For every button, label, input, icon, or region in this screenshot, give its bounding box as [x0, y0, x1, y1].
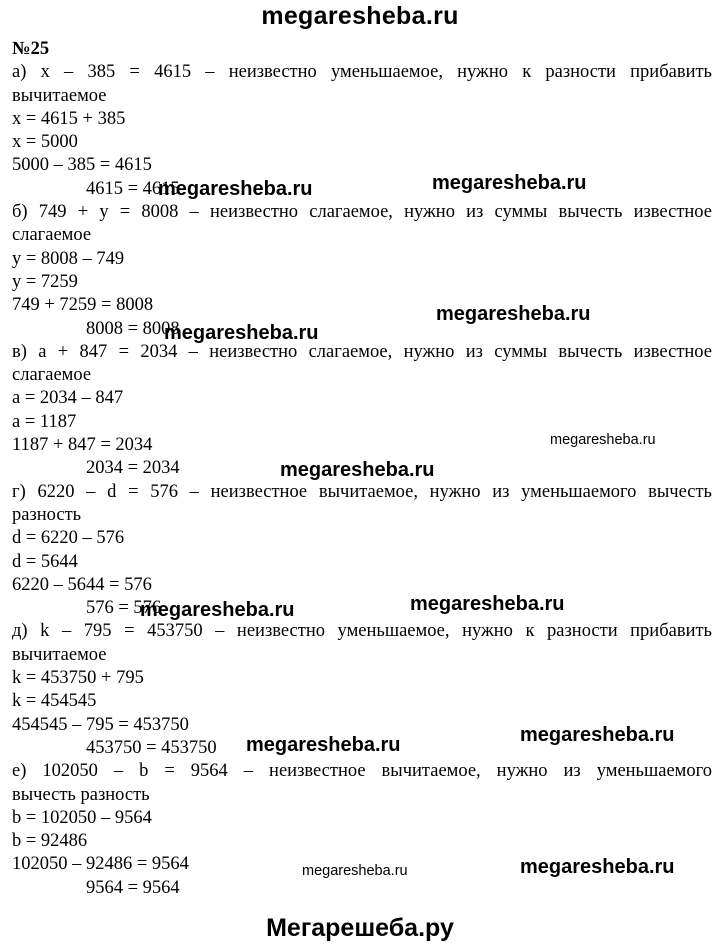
watermark: megaresheba.ru — [410, 593, 565, 615]
watermark: megaresheba.ru — [520, 724, 675, 746]
part-b-check: 8008 = 8008 — [86, 318, 180, 339]
watermark: megaresheba.ru — [246, 734, 401, 756]
watermark: megaresheba.ru — [302, 863, 408, 879]
part-b-step: y = 7259 — [12, 271, 78, 292]
part-d-step: k = 454545 — [12, 691, 97, 712]
part-a-check: 4615 = 4615 — [86, 178, 180, 199]
watermark: megaresheba.ru — [436, 303, 591, 325]
part-g-statement: г) 6220 – d = 576 – неизвестное вычитаемое, нужно из уменьшаемого вычесть — [12, 481, 712, 502]
part-a-statement-cont: вычитаемое — [12, 85, 107, 106]
part-v-step: a = 1187 — [12, 411, 77, 432]
watermark: megaresheba.ru — [520, 856, 675, 878]
part-b-statement: б) 749 + y = 8008 – неизвестно слагаемое, нужно из суммы вычесть известное — [12, 202, 712, 223]
part-e-step: 102050 – 92486 = 9564 — [12, 854, 189, 875]
part-g-step: 6220 – 5644 = 576 — [12, 574, 152, 595]
part-v-check: 2034 = 2034 — [86, 458, 180, 479]
part-a-step: 5000 – 385 = 4615 — [12, 155, 152, 176]
part-b-statement-cont: слагаемое — [12, 225, 92, 246]
part-e-check: 9564 = 9564 — [86, 877, 180, 898]
part-e-statement: е) 102050 – b = 9564 – неизвестное вычитаемое, нужно из уменьшаемого — [12, 761, 712, 782]
part-v-step: a = 2034 – 847 — [12, 388, 124, 409]
part-a-step: x = 4615 + 385 — [12, 108, 126, 129]
part-a-step: x = 5000 — [12, 132, 78, 153]
watermark: megaresheba.ru — [280, 459, 435, 481]
watermark: megaresheba.ru — [158, 178, 313, 200]
watermark: megaresheba.ru — [550, 432, 656, 448]
site-footer: Мегарешеба.ру — [266, 914, 454, 942]
part-g-check: 576 = 576 — [86, 598, 162, 619]
part-v-statement-cont: слагаемое — [12, 365, 92, 386]
part-v-step: 1187 + 847 = 2034 — [12, 435, 153, 456]
part-b-step: y = 8008 – 749 — [12, 248, 125, 269]
part-d-step: 454545 – 795 = 453750 — [12, 714, 189, 735]
part-e-step: b = 92486 — [12, 831, 88, 852]
part-d-statement: д) k – 795 = 453750 – неизвестно уменьшаемое, нужно к разности прибавить — [12, 621, 712, 642]
problem-number: №25 — [12, 39, 50, 59]
part-g-step: d = 6220 – 576 — [12, 528, 125, 549]
part-e-statement-cont: вычесть разность — [12, 784, 150, 805]
part-g-step: d = 5644 — [12, 551, 78, 572]
part-v-statement: в) a + 847 = 2034 – неизвестно слагаемое, нужно из суммы вычесть известное — [12, 341, 712, 362]
watermark: megaresheba.ru — [164, 322, 319, 344]
part-b-step: 749 + 7259 = 8008 — [12, 295, 154, 316]
watermark: megaresheba.ru — [432, 172, 587, 194]
watermark: megaresheba.ru — [140, 599, 295, 621]
part-e-step: b = 102050 – 9564 — [12, 807, 152, 828]
part-d-statement-cont: вычитаемое — [12, 644, 107, 665]
part-d-step: k = 453750 + 795 — [12, 668, 144, 689]
part-d-check: 453750 = 453750 — [86, 737, 217, 758]
site-header: megaresheba.ru — [261, 2, 459, 30]
part-g-statement-cont: разность — [12, 504, 82, 525]
part-a-statement: а) x – 385 = 4615 – неизвестно уменьшаемое, нужно к разности прибавить — [12, 62, 712, 83]
